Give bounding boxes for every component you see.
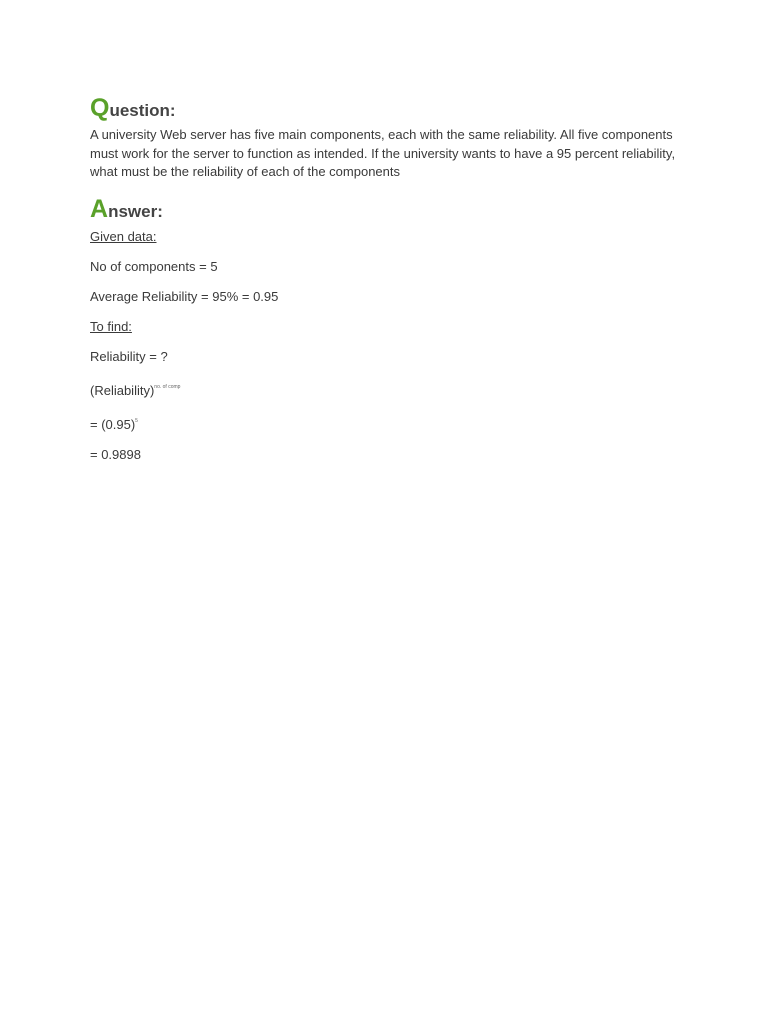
formula-base: (Reliability) bbox=[90, 382, 155, 398]
document-page bbox=[90, 96, 680, 476]
to-find-label: To find: bbox=[90, 318, 132, 334]
components-line: No of components = 5 bbox=[90, 258, 218, 274]
step-base: = (0.95) bbox=[90, 416, 136, 432]
step-exponent: 5 bbox=[135, 417, 138, 424]
answer-heading-rest: nswer: bbox=[108, 201, 163, 221]
answer-initial: A bbox=[90, 194, 109, 223]
formula-line bbox=[90, 378, 680, 400]
question-heading bbox=[90, 96, 680, 121]
question-text: A university Web server has five main components, each with the same reliability. All five components must work for the server to function as intended. If the university wants to have a 95 percent reliability, what must be the reliability of each of the components bbox=[90, 127, 676, 179]
average-reliability-line: Average Reliability = 95% = 0.95 bbox=[90, 288, 279, 304]
result-line: = 0.9898 bbox=[90, 446, 141, 462]
formula-exponent: no. of comp bbox=[154, 383, 181, 390]
question-initial: Q bbox=[90, 94, 110, 122]
given-data-label: Given data: bbox=[90, 228, 157, 244]
answer-heading bbox=[90, 194, 680, 223]
reliability-unknown-line: Reliability = ? bbox=[90, 348, 168, 364]
calculation-step-line bbox=[90, 412, 680, 434]
question-heading-rest: uestion: bbox=[109, 101, 176, 120]
